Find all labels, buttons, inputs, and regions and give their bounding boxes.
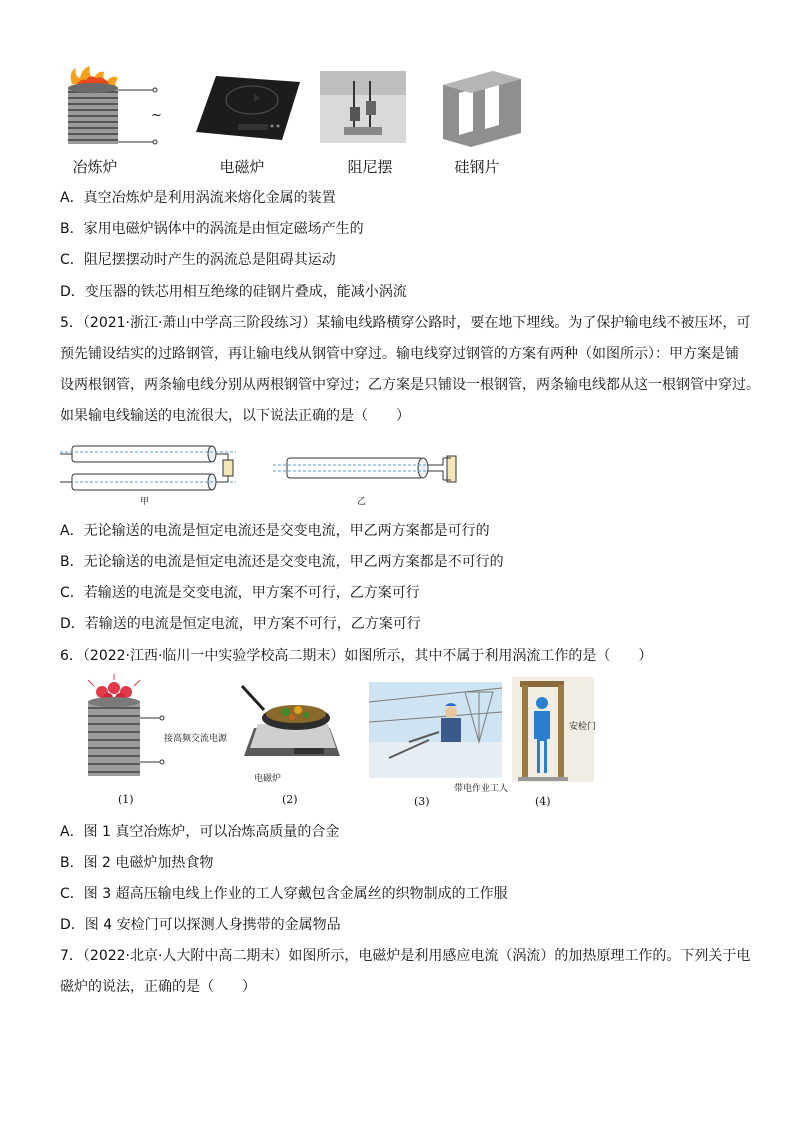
q5-option-a: A．无论输送的电流是恒定电流还是交变电流，甲乙两方案都是可行的 [60,523,490,539]
caption-smelting-furnace: 冶炼炉 [72,158,118,176]
fig3-live-line-worker [369,682,502,778]
fig2-induction-cooker [240,682,340,768]
fig2-cooker-label: 电磁炉 [254,774,282,784]
scheme-yi-figure [273,452,473,492]
smelting-furnace-figure [58,66,168,148]
q4-option-d: D．变压器的铁芯用相互绝缘的硅钢片叠成，能减小涡流 [60,284,407,300]
q4-option-b: B．家用电磁炉锅体中的涡流是由恒定磁场产生的 [60,221,364,237]
q5-option-b: B．无论输送的电流是恒定电流还是交变电流，甲乙两方案都是不可行的 [60,554,504,570]
q4-option-a: A．真空冶炼炉是利用涡流来熔化金属的装置 [60,190,336,206]
q5-stem-line-4: 如果输电线输送的电流很大，以下说法正确的是（ ） [60,408,410,424]
q6-stem: 6．（2022·江西·临川一中实验学校高二期末）如图所示，其中不属于利用涡流工作的是（ ） [60,648,653,664]
fig-number-4: (4) [535,795,551,808]
fig1-vacuum-furnace [68,678,178,780]
fig-number-3: (3) [414,795,430,808]
scheme-jia-figure [60,440,250,498]
ac-symbol: ~ [151,108,162,123]
scheme-yi-label: 乙 [357,497,367,507]
scheme-jia-label: 甲 [140,497,150,507]
q4-option-c: C．阻尼摆摆动时产生的涡流总是阻碍其运动 [60,252,336,268]
q6-option-d: D．图 4 安检门可以探测人身携带的金属物品 [60,917,341,933]
fig4-gate-label: 安检门 [569,722,597,732]
silicon-steel-sheet-figure [433,71,523,147]
q5-stem-line-2: 预先铺设结实的过路钢管，再让输电线从钢管中穿过。输电线穿过钢管的方案有两种（如图所示）：甲方案是铺 [60,346,739,362]
fig-number-1: (1) [118,793,134,806]
fig3-worker-label: 带电作业工人 [454,784,509,794]
caption-damping-pendulum: 阻尼摆 [347,158,393,176]
induction-cooker-figure [196,76,300,140]
q6-option-b: B．图 2 电磁炉加热食物 [60,855,214,871]
caption-induction-cooker: 电磁炉 [219,158,265,176]
q5-stem-line-3: 设两根钢管，两条输电线分别从两根钢管中穿过；乙方案是只铺设一根钢管，两条输电线都从这一根钢管中穿过。 [60,377,760,393]
q7-stem-line-2: 磁炉的说法，正确的是（ ） [60,979,256,995]
q6-option-a: A．图 1 真空冶炼炉，可以冶炼高质量的合金 [60,824,340,840]
fig-number-2: (2) [282,793,298,806]
q5-option-d: D．若输送的电流是恒定电流，甲方案不可行，乙方案可行 [60,616,421,632]
fig1-power-label: 接高频交流电源 [164,734,228,744]
q5-option-c: C．若输送的电流是交变电流，甲方案不可行，乙方案可行 [60,585,420,601]
caption-silicon-steel: 硅钢片 [454,158,500,176]
q6-option-c: C．图 3 超高压输电线上作业的工人穿戴包含金属丝的织物制成的工作服 [60,886,508,902]
damping-pendulum-figure [320,71,406,143]
q7-stem-line-1: 7．（2022·北京·人大附中高二期末）如图所示，电磁炉是利用感应电流（涡流）的加热原理工作的。下列关于电 [60,948,751,964]
q5-stem-line-1: 5．（2021·浙江·萧山中学高三阶段练习）某输电线路横穿公路时，要在地下埋线。为了保护输电线不被压坏，可 [60,315,751,331]
